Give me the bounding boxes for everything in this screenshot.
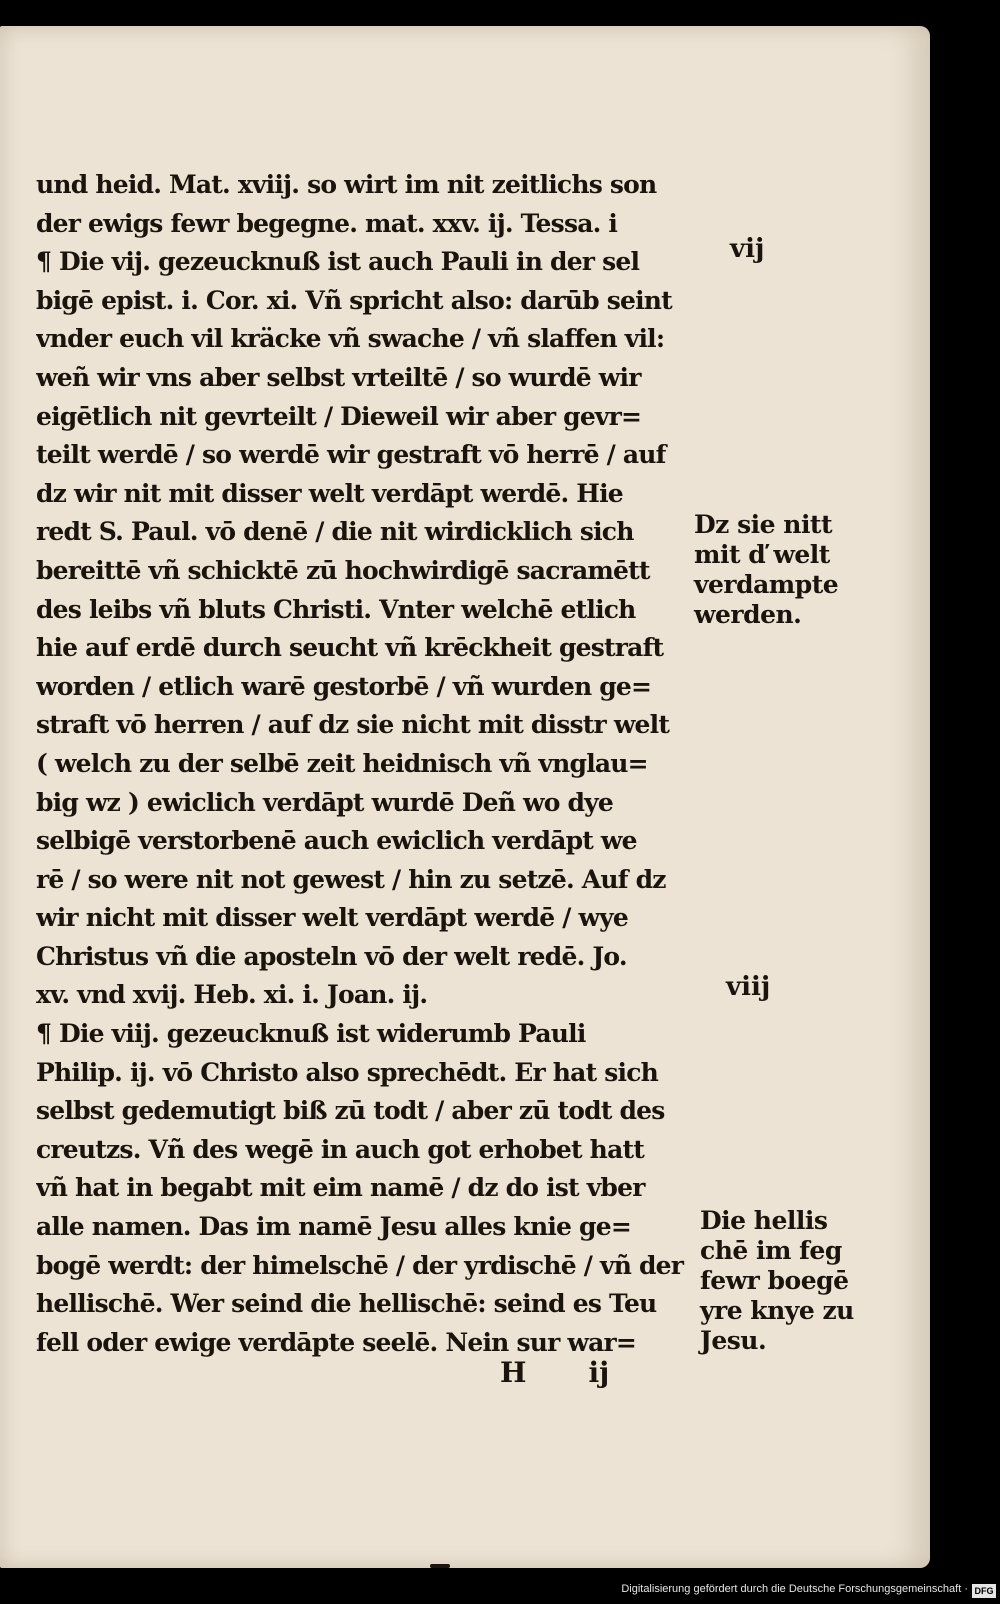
text-line: creutzs. Vñ des wegē in auch got erhobet hatt — [36, 1134, 644, 1164]
book-page — [0, 26, 930, 1568]
margin-number-vij: vij — [730, 234, 765, 264]
text-line: ( welch zu der selbē zeit heidnisch vñ vnglau= — [36, 748, 648, 778]
margin-note-2 — [700, 1206, 854, 1356]
text-line: teilt werdē / so werdē wir gestraft vō herrē / auf — [36, 440, 666, 470]
text-line: selbst gedemutigt biß zū todt / aber zū todt des — [36, 1096, 665, 1126]
text-line: des leibs vñ bluts Christi. Vnter welchē etlich — [36, 594, 636, 624]
text-line: bereittē vñ schicktē zū hochwirdigē sacramētt — [36, 555, 650, 585]
margin-number-viij: viij — [726, 972, 771, 1002]
text-line: big wz ) ewiclich verdāpt wurdē Deñ wo dye — [36, 787, 614, 817]
signature-letter: H — [500, 1356, 527, 1389]
margin-note-line: Dz sie nitt — [694, 510, 833, 539]
text-line: Philip. ij. vō Christo also sprechēdt. Er hat sich — [36, 1057, 659, 1087]
text-line: wir nicht mit disser welt verdāpt werdē / wye — [36, 903, 628, 933]
margin-note-line: chē im feg — [700, 1236, 842, 1265]
page-end-dash — [430, 1564, 450, 1568]
text-line: bogē werdt: der himelschē / der yrdischē / vñ der — [36, 1250, 684, 1280]
margin-note-line: Die hellis — [700, 1206, 828, 1235]
text-line: vñ hat in begabt mit eim namē / dz do ist vber — [36, 1173, 645, 1203]
text-line: bigē epist. i. Cor. xi. Vñ spricht also: darūb seint — [36, 285, 672, 315]
margin-note-line: verdampte — [694, 570, 839, 599]
margin-note-line: werden. — [694, 600, 802, 629]
text-line: alle namen. Das im namē Jesu alles knie ge= — [36, 1212, 631, 1242]
text-line: weñ wir vns aber selbst vrteiltē / so wurdē wir — [36, 362, 641, 392]
text-line: eigētlich nit gevrteilt / Dieweil wir aber gevr= — [36, 401, 642, 431]
text-line: vnder euch vil kräcke vñ swache / vñ slaffen vil: — [36, 324, 665, 354]
dfg-logo: DFG — [972, 1584, 996, 1598]
text-line: redt S. Paul. vō denē / die nit wirdicklich sich — [36, 517, 634, 547]
text-line: dz wir nit mit disser welt verdāpt werdē. Hie — [36, 478, 623, 508]
margin-note-line: fewr boegē — [700, 1266, 849, 1295]
margin-note-1 — [694, 510, 838, 630]
margin-note-line: mit ď welt — [694, 540, 830, 569]
text-line: ¶ Die vij. gezeucknuß ist auch Pauli in der sel — [36, 247, 640, 277]
text-line: hellischē. Wer seind die hellischē: seind es Teu — [36, 1289, 657, 1319]
text-line: worden / etlich warē gestorbē / vñ wurden ge= — [36, 671, 652, 701]
text-line: selbigē verstorbenē auch ewiclich verdāpt we — [36, 826, 637, 856]
text-line: der ewigs fewr begegne. mat. xxv. ij. Tessa. i — [36, 208, 618, 238]
body-text-column — [36, 166, 686, 1362]
text-line: hie auf erdē durch seucht vñ krēckheit gestraft — [36, 633, 664, 663]
text-line: und heid. Mat. xviij. so wirt im nit zeitlichs son — [36, 170, 657, 199]
text-line: rē / so were nit not gewest / hin zu setzē. Auf dz — [36, 864, 666, 894]
margin-note-line: yre knye zu — [700, 1296, 854, 1325]
signature-number: ij — [588, 1356, 610, 1389]
text-line: fell oder ewige verdāpte seelē. Nein sur war= — [36, 1327, 637, 1357]
funding-footer: Digitalisierung gefördert durch die Deutsche Forschungsgemeinschaft · — [621, 1583, 968, 1595]
margin-note-line: Jesu. — [700, 1326, 767, 1355]
text-line: straft vō herren / auf dz sie nicht mit disstr welt — [36, 710, 670, 740]
signature-mark — [500, 1356, 671, 1389]
text-line: xv. vnd xvij. Heb. xi. i. Joan. ij. — [36, 980, 428, 1010]
text-line: ¶ Die viij. gezeucknuß ist widerumb Pauli — [36, 1019, 586, 1049]
text-line: Christus vñ die aposteln vō der welt redē. Jo. — [36, 941, 627, 971]
